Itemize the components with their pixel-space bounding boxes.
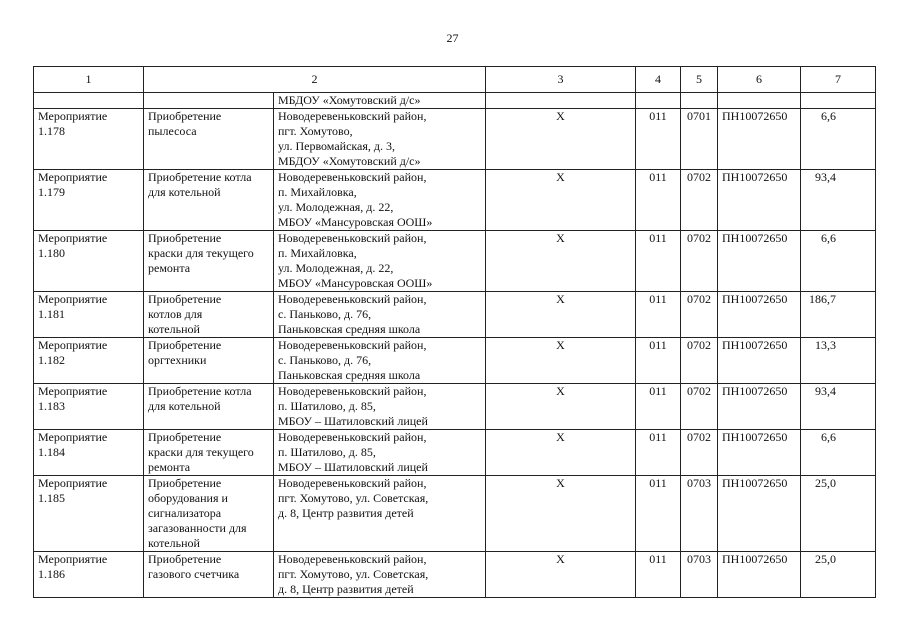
column-6-cell: ПН10072650 xyxy=(718,109,801,170)
column-3-cell: Х xyxy=(486,109,636,170)
table-row xyxy=(34,384,876,430)
header-row xyxy=(34,67,876,93)
table-row xyxy=(34,430,876,476)
column-5-cell: 0701 xyxy=(681,109,718,170)
empty-cell xyxy=(144,93,274,109)
table-row xyxy=(34,109,876,170)
amount-cell: 25,0 xyxy=(801,552,876,598)
table-row xyxy=(34,231,876,292)
amount-cell: 6,6 xyxy=(801,109,876,170)
item-cell: Приобретение пылесоса xyxy=(144,109,274,170)
header-cell: 2 xyxy=(144,67,486,93)
header-cell: 7 xyxy=(801,67,876,93)
empty-cell xyxy=(486,93,636,109)
address-cell: МБДОУ «Хомутовский д/с» xyxy=(274,93,486,109)
measure-cell: Мероприятие 1.184 xyxy=(34,430,144,476)
amount-cell: 25,0 xyxy=(801,476,876,552)
table-row xyxy=(34,476,876,552)
column-5-cell: 0702 xyxy=(681,292,718,338)
header-cell: 6 xyxy=(718,67,801,93)
column-4-cell: 011 xyxy=(636,430,681,476)
address-cell: Новодеревеньковский район, п. Михайловка, ул. Молодежная, д. 22, МБОУ «Мансуровская ООШ» xyxy=(274,170,486,231)
address-cell: Новодеревеньковский район, с. Паньково, д. 76, Паньковская средняя школа xyxy=(274,338,486,384)
measure-cell: Мероприятие 1.182 xyxy=(34,338,144,384)
column-3-cell: Х xyxy=(486,231,636,292)
measure-cell: Мероприятие 1.181 xyxy=(34,292,144,338)
column-3-cell: Х xyxy=(486,338,636,384)
column-6-cell: ПН10072650 xyxy=(718,476,801,552)
column-6-cell: ПН10072650 xyxy=(718,231,801,292)
item-cell: Приобретение котла для котельной xyxy=(144,384,274,430)
amount-cell: 6,6 xyxy=(801,430,876,476)
empty-cell xyxy=(34,93,144,109)
column-5-cell: 0703 xyxy=(681,552,718,598)
empty-cell xyxy=(801,93,876,109)
header-cell: 3 xyxy=(486,67,636,93)
column-5-cell: 0702 xyxy=(681,231,718,292)
column-6-cell: ПН10072650 xyxy=(718,338,801,384)
item-cell: Приобретение котла для котельной xyxy=(144,170,274,231)
item-cell: Приобретение газового счетчика xyxy=(144,552,274,598)
column-4-cell: 011 xyxy=(636,292,681,338)
amount-cell: 93,4 xyxy=(801,384,876,430)
measure-cell: Мероприятие 1.178 xyxy=(34,109,144,170)
item-cell: Приобретение оргтехники xyxy=(144,338,274,384)
page-number: 27 xyxy=(446,31,459,45)
item-cell: Приобретение котлов для котельной xyxy=(144,292,274,338)
table-row xyxy=(34,552,876,598)
measure-cell: Мероприятие 1.183 xyxy=(34,384,144,430)
column-3-cell: Х xyxy=(486,292,636,338)
column-6-cell: ПН10072650 xyxy=(718,430,801,476)
address-cell: Новодеревеньковский район, п. Михайловка, ул. Молодежная, д. 22, МБОУ «Мансуровская ООШ» xyxy=(274,231,486,292)
column-6-cell: ПН10072650 xyxy=(718,292,801,338)
address-cell: Новодеревеньковский район, с. Паньково, д. 76, Паньковская средняя школа xyxy=(274,292,486,338)
column-4-cell: 011 xyxy=(636,231,681,292)
table-row xyxy=(34,170,876,231)
address-cell: Новодеревеньковский район, пгт. Хомутово, ул. Советская, д. 8, Центр развития детей xyxy=(274,476,486,552)
measure-cell: Мероприятие 1.186 xyxy=(34,552,144,598)
item-cell: Приобретение краски для текущего ремонта xyxy=(144,430,274,476)
column-3-cell: Х xyxy=(486,552,636,598)
empty-cell xyxy=(636,93,681,109)
measure-cell: Мероприятие 1.180 xyxy=(34,231,144,292)
column-5-cell: 0702 xyxy=(681,430,718,476)
address-cell: Новодеревеньковский район, п. Шатилово, д. 85, МБОУ – Шатиловский лицей xyxy=(274,384,486,430)
amount-cell: 13,3 xyxy=(801,338,876,384)
column-4-cell: 011 xyxy=(636,170,681,231)
measure-cell: Мероприятие 1.185 xyxy=(34,476,144,552)
column-5-cell: 0703 xyxy=(681,476,718,552)
column-5-cell: 0702 xyxy=(681,170,718,231)
item-cell: Приобретение оборудования и сигнализатора загазованности для котельной xyxy=(144,476,274,552)
empty-cell xyxy=(681,93,718,109)
column-5-cell: 0702 xyxy=(681,384,718,430)
header-cell: 1 xyxy=(34,67,144,93)
column-6-cell: ПН10072650 xyxy=(718,170,801,231)
measure-cell: Мероприятие 1.179 xyxy=(34,170,144,231)
column-6-cell: ПН10072650 xyxy=(718,552,801,598)
column-3-cell: Х xyxy=(486,430,636,476)
column-4-cell: 011 xyxy=(636,476,681,552)
table-row xyxy=(34,292,876,338)
column-3-cell: Х xyxy=(486,170,636,231)
amount-cell: 186,7 xyxy=(801,292,876,338)
column-4-cell: 011 xyxy=(636,384,681,430)
continuation-row xyxy=(34,93,876,109)
amount-cell: 93,4 xyxy=(801,170,876,231)
amount-cell: 6,6 xyxy=(801,231,876,292)
item-cell: Приобретение краски для текущего ремонта xyxy=(144,231,274,292)
table-row xyxy=(34,338,876,384)
address-cell: Новодеревеньковский район, пгт. Хомутово, ул. Первомайская, д. 3, МБДОУ «Хомутовский д/с» xyxy=(274,109,486,170)
address-cell: Новодеревеньковский район, п. Шатилово, д. 85, МБОУ – Шатиловский лицей xyxy=(274,430,486,476)
column-6-cell: ПН10072650 xyxy=(718,384,801,430)
column-3-cell: Х xyxy=(486,384,636,430)
column-4-cell: 011 xyxy=(636,552,681,598)
column-4-cell: 011 xyxy=(636,338,681,384)
header-cell: 5 xyxy=(681,67,718,93)
header-cell: 4 xyxy=(636,67,681,93)
column-4-cell: 011 xyxy=(636,109,681,170)
column-3-cell: Х xyxy=(486,476,636,552)
address-cell: Новодеревеньковский район, пгт. Хомутово, ул. Советская, д. 8, Центр развития детей xyxy=(274,552,486,598)
column-5-cell: 0702 xyxy=(681,338,718,384)
empty-cell xyxy=(718,93,801,109)
budget-table xyxy=(33,66,876,598)
